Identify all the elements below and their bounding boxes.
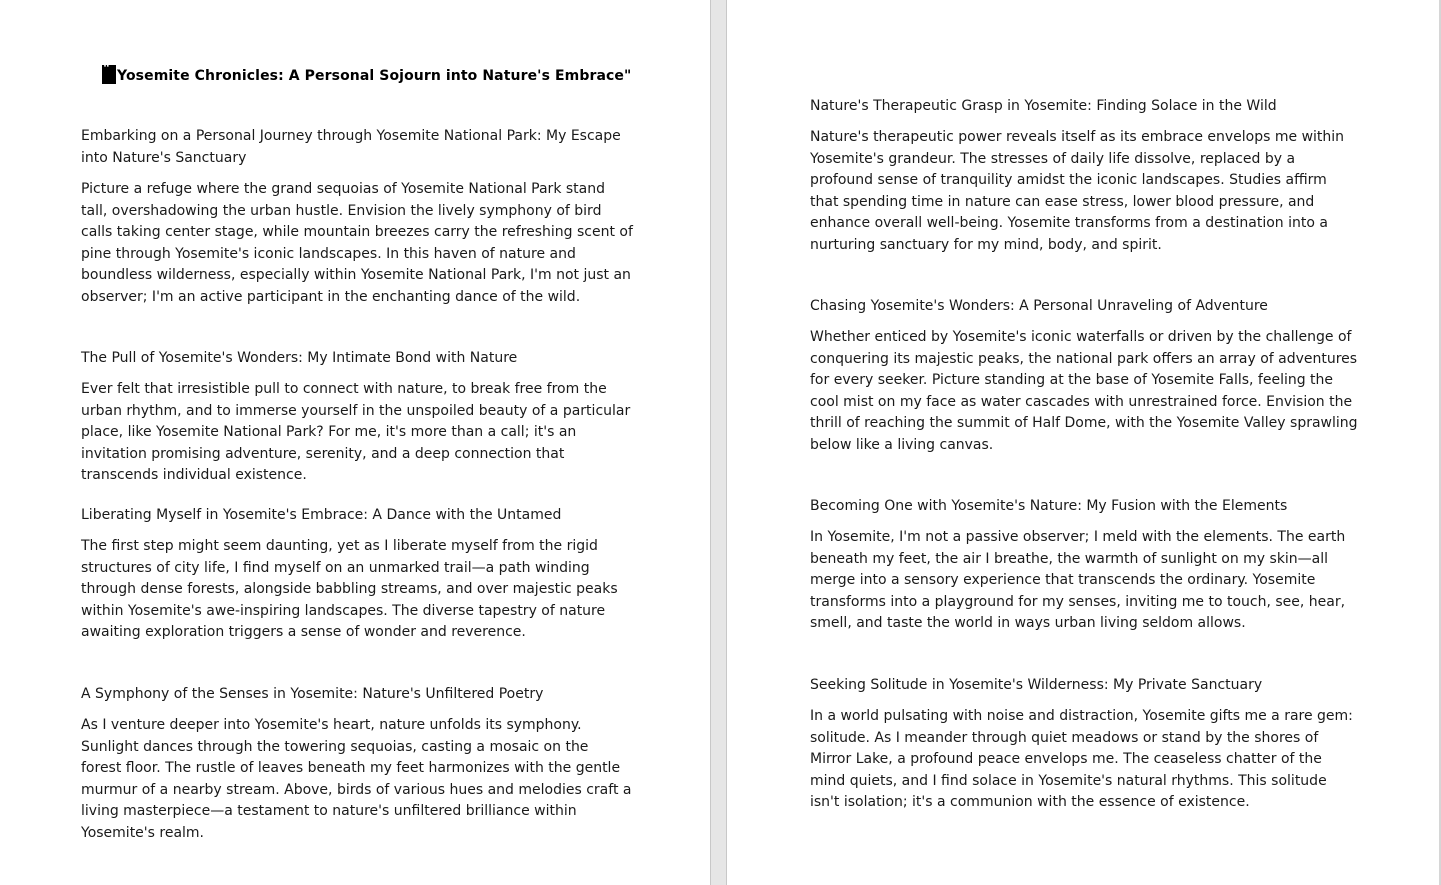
- document-title-text[interactable]: Yosemite Chronicles: A Personal Sojourn into Nature's Embrace": [117, 68, 632, 84]
- section-paragraph[interactable]: In a world pulsating with noise and distraction, Yosemite gifts me a rare gem: solitude. As I meander through quiet meadows or stand by the shores of Mirror Lake, a profound peace envelops me. The ceaseless chatter of the mind quiets, and I find solace in Yosemite's natural rhythms. This solitude isn't isolation; it's a communion with the essence of existence.: [810, 708, 1353, 810]
- section-paragraph[interactable]: The first step might seem daunting, yet as I liberate myself from the rigid structures of city life, I find myself on an unmarked trail—a path winding through dense forests, alongside babbling streams, and over majestic peaks within Yosemite's awe-inspiring landscapes. The diverse tapestry of nature awaiting exploration triggers a sense of wonder and reverence.: [81, 538, 618, 640]
- section-heading[interactable]: Chasing Yosemite's Wonders: A Personal Unraveling of Adventure: [810, 298, 1268, 314]
- section-paragraph[interactable]: As I venture deeper into Yosemite's heart, nature unfolds its symphony. Sunlight dances through the towering sequoias, casting a mosaic on the forest floor. The rustle of leaves beneath my feet harmonizes with the gentle murmur of a nearby stream. Above, birds of various hues and melodies craft a living masterpiece—a testament to nature's unfiltered brilliance within Yosemite's realm.: [81, 717, 632, 841]
- document-title[interactable]: [102, 65, 662, 84]
- section-paragraph[interactable]: In Yosemite, I'm not a passive observer; I meld with the elements. The earth beneath my feet, the air I breathe, the warmth of sunlight on my skin—all merge into a sensory experience that transcends the ordinary. Yosemite transforms into a playground for my senses, inviting me to touch, see, hear, smell, and taste the world in ways urban living seldom allows.: [810, 529, 1346, 631]
- document-page-right[interactable]: [727, 0, 1439, 885]
- page-edge-left: [710, 0, 711, 885]
- section-paragraph[interactable]: Nature's therapeutic power reveals itself as its embrace envelops me within Yosemite's grandeur. The stresses of daily life dissolve, replaced by a profound sense of tranquility amidst the iconic landscapes. Studies affirm that spending time in nature can ease stress, lower blood pressure, and enhance overall well-being. Yosemite transforms from a destination into a nurturing sanctuary for my mind, body, and spirit.: [810, 129, 1345, 253]
- section-paragraph[interactable]: Ever felt that irresistible pull to connect with nature, to break free from the urban rhythm, and to immerse yourself in the unspoiled beauty of a particular place, like Yosemite National Park? For me, it's more than a call; it's an invitation promising adventure, serenity, and a deep connection that transcends individual existence.: [81, 381, 631, 483]
- text-selection-cursor: [102, 65, 116, 84]
- section-heading[interactable]: Becoming One with Yosemite's Nature: My Fusion with the Elements: [810, 498, 1288, 514]
- section-heading[interactable]: The Pull of Yosemite's Wonders: My Intimate Bond with Nature: [81, 350, 518, 366]
- page-gutter: [710, 0, 727, 885]
- section-heading[interactable]: Embarking on a Personal Journey through Yosemite National Park: My Escape into Nature's Sanctuary: [81, 128, 621, 166]
- section-heading[interactable]: Seeking Solitude in Yosemite's Wilderness: My Private Sanctuary: [810, 677, 1263, 693]
- section-heading[interactable]: A Symphony of the Senses in Yosemite: Nature's Unfiltered Poetry: [81, 686, 544, 702]
- section-heading[interactable]: Liberating Myself in Yosemite's Embrace: A Dance with the Untamed: [81, 507, 562, 523]
- section-paragraph[interactable]: Whether enticed by Yosemite's iconic waterfalls or driven by the challenge of conquering its majestic peaks, the national park offers an array of adventures for every seeker. Picture standing at the base of Yosemite Falls, feeling the cool mist on my face as water cascades with unrestrained force. Envision the thrill of reaching the summit of Half Dome, with the Yosemite Valley sprawling below like a living canvas.: [810, 329, 1358, 453]
- section-paragraph[interactable]: Picture a refuge where the grand sequoias of Yosemite National Park stand tall, overshadowing the urban hustle. Envision the lively symphony of bird calls taking center stage, while mountain breezes carry the refreshing scent of pine through Yosemite's iconic landscapes. In this haven of nature and boundless wilderness, especially within Yosemite National Park, I'm not just an observer; I'm an active participant in the enchanting dance of the wild.: [81, 181, 633, 305]
- document-page-left[interactable]: [0, 0, 710, 885]
- section-heading[interactable]: Nature's Therapeutic Grasp in Yosemite: Finding Solace in the Wild: [810, 98, 1277, 114]
